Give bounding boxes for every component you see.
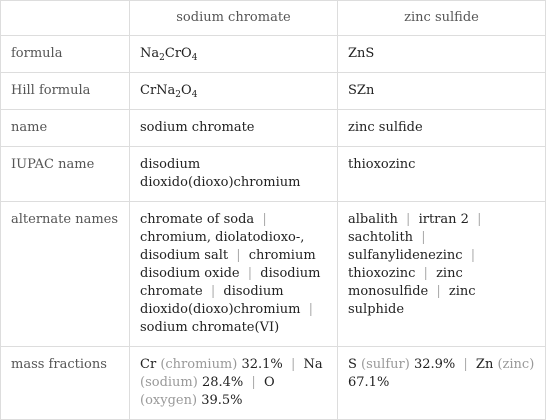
mass-fraction-value: 28.4%	[201, 375, 244, 390]
mass-fraction-value: 39.5%	[201, 393, 243, 408]
element-name: (zinc)	[497, 357, 535, 372]
header-sodium-chromate: sodium chromate	[130, 1, 338, 36]
name-sodium-chromate: sodium chromate	[130, 110, 338, 147]
formula-subscript: 4	[191, 90, 198, 100]
formula-text: CrNa	[140, 83, 176, 98]
separator: |	[421, 230, 426, 245]
mass-fractions-sodium-chromate	[130, 347, 338, 420]
hill-formula-zinc-sulfide	[338, 73, 546, 110]
alternate-name: sodium chromate(VI)	[140, 320, 280, 335]
alternate-name: irtran 2	[418, 212, 469, 227]
separator: |	[251, 375, 256, 390]
header-empty-cell	[1, 1, 130, 36]
formula-text: SZn	[348, 83, 375, 98]
separator: |	[477, 212, 482, 227]
row-formula	[1, 36, 546, 73]
separator: |	[262, 212, 267, 227]
element-symbol: S	[348, 357, 357, 372]
separator: |	[210, 284, 216, 299]
element-symbol: Na	[303, 357, 323, 372]
element-symbol: Zn	[475, 357, 494, 372]
mass-fraction-value: 67.1%	[348, 375, 390, 390]
header-zinc-sulfide: zinc sulfide	[338, 1, 546, 36]
separator: |	[308, 302, 313, 317]
row-label-mass-fractions: mass fractions	[1, 347, 130, 420]
alternate-name: thioxozinc	[348, 266, 416, 281]
formula-subscript: 4	[191, 53, 198, 63]
mass-fractions-zinc-sulfide	[338, 347, 546, 420]
mass-fraction-value: 32.9%	[413, 357, 456, 372]
element-symbol: O	[263, 375, 275, 390]
element-name: (oxygen)	[140, 393, 198, 408]
formula-subscript: 2	[159, 53, 165, 63]
formula-subscript: 2	[175, 90, 182, 100]
alternate-name: chromate of soda	[140, 212, 255, 227]
formula-text: CrO	[164, 46, 192, 61]
alternate-names-zinc-sulfide	[338, 202, 546, 347]
alternate-name: albalith	[348, 212, 398, 227]
separator: |	[436, 284, 441, 299]
element-name: (sodium)	[140, 375, 198, 390]
separator: |	[290, 357, 296, 372]
row-mass-fractions	[1, 347, 546, 420]
iupac-name-sodium-chromate: disodium dioxido(dioxo)chromium	[130, 147, 338, 202]
row-label-iupac-name: IUPAC name	[1, 147, 130, 202]
separator: |	[470, 248, 476, 263]
separator: |	[423, 266, 428, 281]
row-label-alternate-names: alternate names	[1, 202, 130, 347]
alternate-name: sachtolith	[348, 230, 414, 245]
formula-zinc-sulfide	[338, 36, 546, 73]
alternate-name: chromium, diolatodioxo-, disodium salt	[140, 230, 305, 263]
formula-text: ZnS	[348, 46, 375, 61]
row-iupac-name	[1, 147, 546, 202]
element-symbol: Cr	[140, 357, 157, 372]
alternate-names-sodium-chromate	[130, 202, 338, 347]
iupac-name-zinc-sulfide: thioxozinc	[338, 147, 546, 202]
name-zinc-sulfide: zinc sulfide	[338, 110, 546, 147]
separator: |	[236, 248, 241, 263]
row-label-hill-formula: Hill formula	[1, 73, 130, 110]
mass-fraction-value: 32.1%	[241, 357, 283, 372]
alternate-name: disodium chromate	[140, 266, 321, 299]
header-row	[1, 1, 546, 36]
element-name: (sulfur)	[361, 357, 410, 372]
separator: |	[247, 266, 253, 281]
alternate-name: zinc monosulfide	[348, 266, 463, 299]
formula-sodium-chromate	[130, 36, 338, 73]
row-label-formula: formula	[1, 36, 130, 73]
separator: |	[406, 212, 411, 227]
hill-formula-sodium-chromate	[130, 73, 338, 110]
row-name	[1, 110, 546, 147]
alternate-name: chromium disodium oxide	[140, 248, 316, 281]
formula-text: O	[181, 83, 192, 98]
alternate-name: zinc sulphide	[348, 284, 476, 317]
alternate-name: sulfanylidenezinc	[348, 248, 463, 263]
row-label-name: name	[1, 110, 130, 147]
alternate-name: disodium dioxido(dioxo)chromium	[140, 284, 301, 317]
separator: |	[463, 357, 468, 372]
row-alternate-names	[1, 202, 546, 347]
row-hill-formula	[1, 73, 546, 110]
element-name: (chromium)	[160, 357, 238, 372]
formula-text: Na	[140, 46, 160, 61]
